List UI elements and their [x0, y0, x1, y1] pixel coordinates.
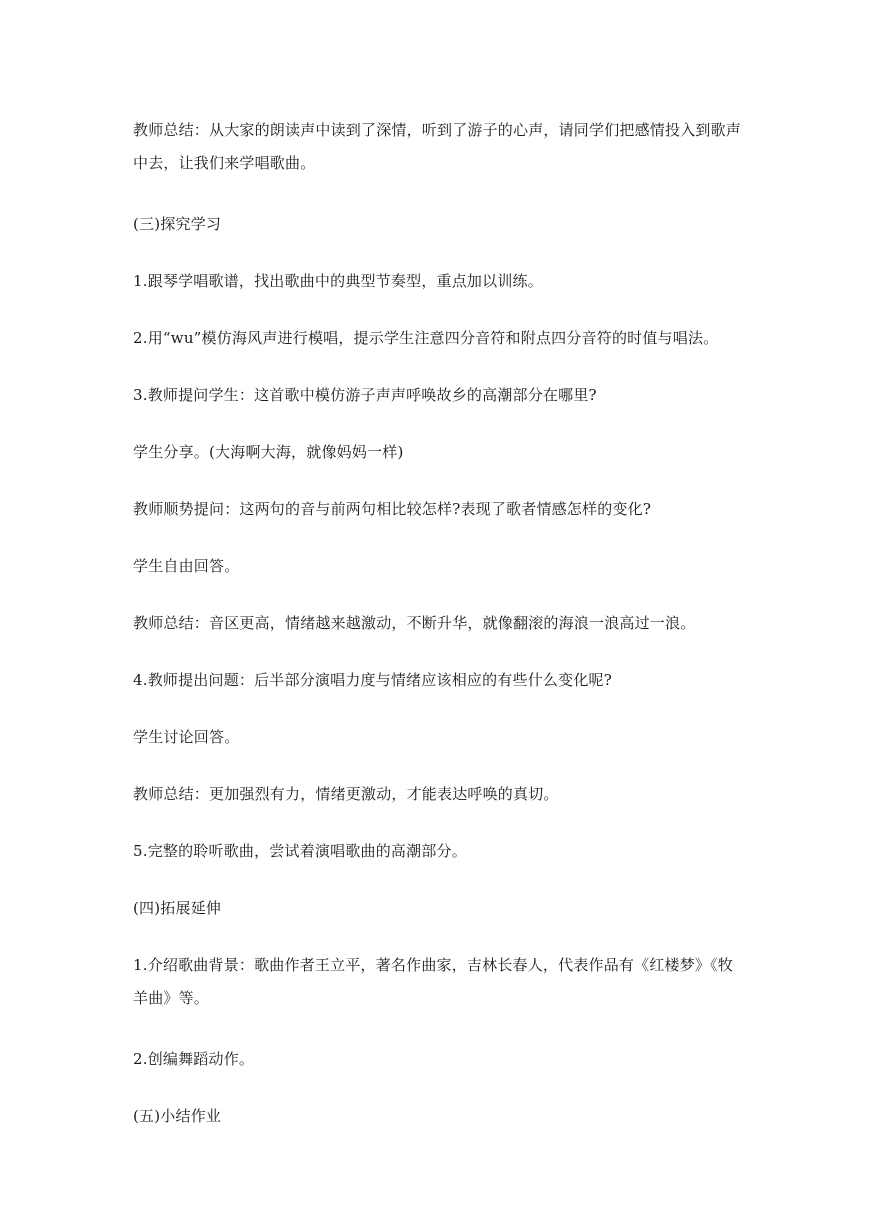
paragraph-teacher-question: 教师顺势提问：这两句的音与前两句相比较怎样?表现了歌者情感怎样的变化? — [133, 500, 652, 518]
paragraph-teacher-summary-3: 教师总结：更加强烈有力，情绪更激动，才能表达呼唤的真切。 — [133, 785, 559, 803]
paragraph-teacher-summary-1: 教师总结：从大家的朗读声中读到了深情，听到了游子的心声，请同学们把感情投入到歌声中去，让我们来学唱歌曲。 — [133, 121, 742, 172]
paragraph-step-2: 2.用“wu”模仿海风声进行模唱，提示学生注意四分音符和附点四分音符的时值与唱法。 — [133, 329, 719, 347]
section-heading-explore: (三)探究学习 — [133, 215, 222, 233]
paragraph-step-3: 3.教师提问学生：这首歌中模仿游子声声呼唤故乡的高潮部分在哪里? — [133, 386, 597, 404]
paragraph-step-1: 1.跟琴学唱歌谱，找出歌曲中的典型节奏型，重点加以训练。 — [133, 272, 543, 290]
paragraph-teacher-summary-2: 教师总结：音区更高，情绪越来越激动，不断升华，就像翻滚的海浪一浪高过一浪。 — [133, 614, 696, 632]
paragraph-student-share: 学生分享。(大海啊大海，就像妈妈一样) — [133, 443, 404, 461]
paragraph-song-background: 1.介绍歌曲背景：歌曲作者王立平，著名作曲家，吉林长春人，代表作品有《红楼梦》《牧羊曲》等。 — [133, 956, 734, 1007]
paragraph-student-answer: 学生自由回答。 — [133, 557, 240, 575]
section-heading-extension: (四)拓展延伸 — [133, 899, 222, 917]
paragraph-student-discuss: 学生讨论回答。 — [133, 728, 240, 746]
section-heading-summary: (五)小结作业 — [133, 1107, 222, 1125]
paragraph-step-5: 5.完整的聆听歌曲，尝试着演唱歌曲的高潮部分。 — [133, 842, 467, 860]
paragraph-step-4: 4.教师提出问题：后半部分演唱力度与情绪应该相应的有些什么变化呢? — [133, 671, 612, 689]
paragraph-dance: 2.创编舞蹈动作。 — [133, 1050, 255, 1068]
